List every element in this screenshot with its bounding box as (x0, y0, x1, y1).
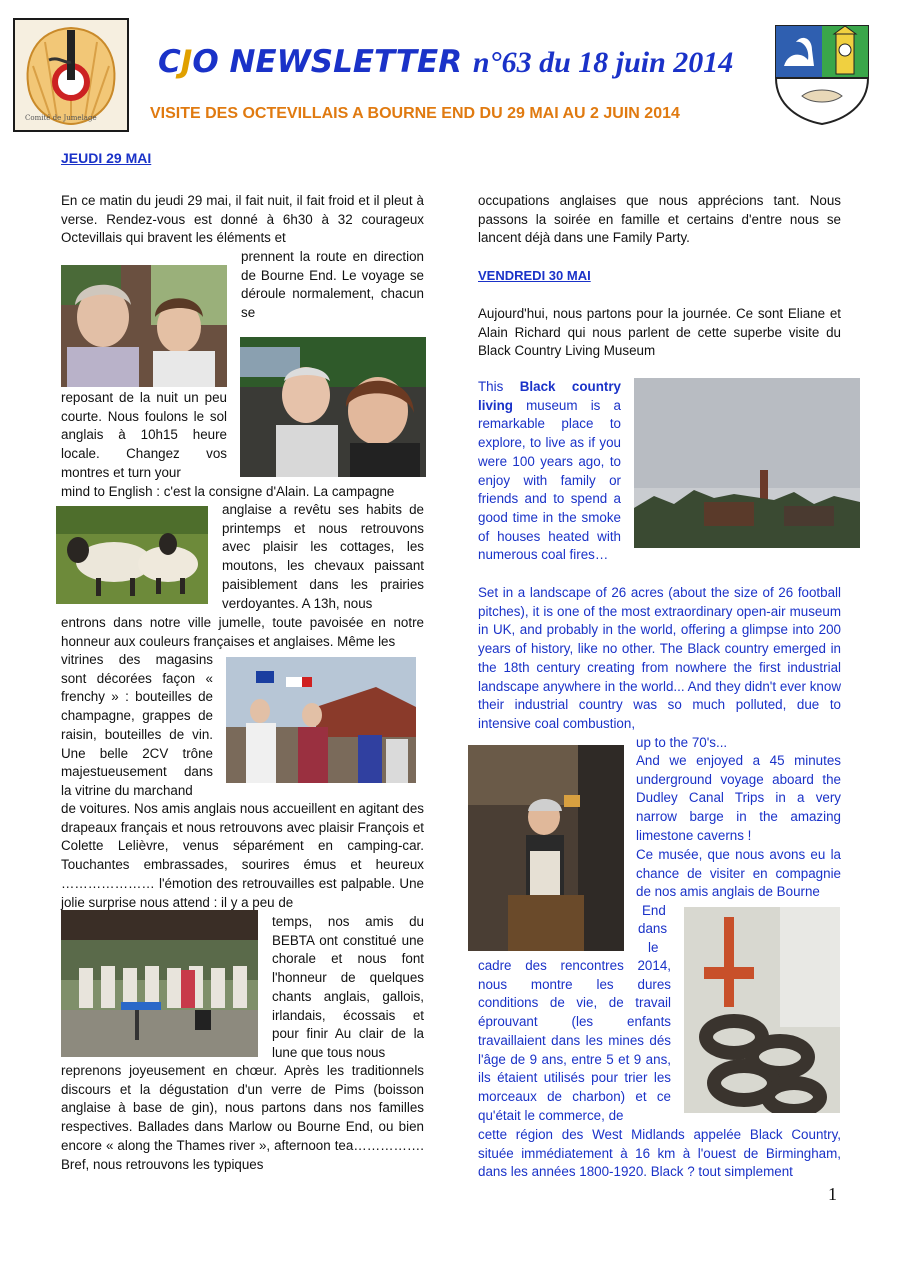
title-newsletter-word: NEWSLETTER (218, 44, 473, 80)
left-paragraph-1: En ce matin du jeudi 29 mai, il fait nuit, il fait froid et il pleut à verse. Rendez-vous est donné à 6h30 à 32 courageux Octevillais qui bravent les éléments et (61, 193, 424, 246)
club-logo-right (772, 22, 872, 126)
museum-up-to-70s: up to the 70's... (636, 735, 728, 750)
left-paragraph-6: entrons dans notre ville jumelle, toute pavoisée en notre honneur aux couleurs françaises et anglaises. Même les (61, 615, 424, 649)
swan-clocktower-crest-icon (772, 22, 872, 126)
left-paragraph-4: mind to English : c'est la consigne d'Alain. La campagne (61, 484, 395, 499)
left-paragraph-5: anglaise a revêtu ses habits de printemps et nous retrouvons avec plaisir les cottages, les moutons, les chevaux paissant paisiblement dans les prairies verdoyantes. A 13h, nous (222, 502, 424, 611)
club-logo-left (13, 18, 129, 132)
museum-intro-rest: museum is a remarkable place to explore, to live as if you were 100 years ago, to enjoy with family or friends and to spend a good time in the smoke of houses heated with numerous coal fires… (478, 397, 621, 563)
museum-visit-french: Ce musée, que nous avons eu la chance de visiter en compagnie de nos amis anglais de Bourne (636, 847, 841, 900)
photo-bus-passengers (61, 265, 227, 387)
photo-welcome-flags (226, 657, 416, 783)
museum-intro-english (478, 378, 621, 565)
word-le: le (648, 940, 659, 955)
museum-conditions-french: cadre des rencontres 2014, nous montre les dures conditions de vie, de travail éprouvant (les enfants travaillaient dans les mines dés l'âge de 9 ans, entre 5 et 9 ans, ils étaient utilisés pour trier les morceaux de charbon) et ce qu'était le commerce, de (478, 958, 671, 1123)
right-paragraph-2: Aujourd'hui, nous partons pour la journée. Ce sont Eliane et Alain Richard qui nous parlent de cette superbe visite du Black Country Living Museum (478, 306, 841, 359)
museum-canal-trip: And we enjoyed a 45 minutes underground voyage aboard the Dudley Canal Trips in a very narrow barge in the amazing limestone caverns ! (636, 753, 841, 843)
title-letter-c: C (158, 44, 181, 80)
newsletter-title (158, 44, 758, 80)
left-paragraph-8: de voitures. Nos amis anglais nous accueillent en agitant des drapeaux français et nous retrouvons avec plaisir François et Colette Lelièvre, venus séparément en camping-car. Touchantes embrassades, sourires émus et heureux ………………… l'émotion des retrouvailles est palpable. Une jolie surprise nous attend : il y a peu de (61, 801, 424, 910)
photo-choir (61, 910, 258, 1057)
jumelage-seal-icon (15, 20, 127, 130)
photo-anchor-chain (684, 907, 840, 1113)
photo-craftsman (468, 745, 624, 951)
left-paragraph-10: reprenons joyeusement en chœur. Après les traditionnels discours et la dégustation d'un verre de Pims (boisson anglaise à base de gin), nous partons dans nos familles respectives. Ballades dans Marlow ou Bourne End, ou bien encore « along the Thames river », afternoon tea……………. Bref, nous retrouvons les typiques (61, 1063, 424, 1172)
photo-museum-chimney (634, 378, 860, 548)
museum-name-bold: Black country living (478, 379, 621, 413)
word-end: End (642, 903, 666, 918)
left-paragraph-2: prennent la route en direction de Bourne End. Le voyage se déroule normalement, chacun se (241, 249, 424, 321)
issue-number-date: n°63 du 18 juin 2014 (472, 46, 734, 79)
page-number: 1 (828, 1184, 837, 1204)
word-dans: dans (638, 921, 668, 936)
left-paragraph-7: vitrines des magasins sont décorées façon « frenchy » : bouteilles de champagne, grappes de raisin, bouteilles de vin. Une belle 2CV trône majestueusement dans la vitrine du marchand (61, 652, 213, 798)
title-letter-o: O (192, 44, 219, 80)
right-paragraph-1: occupations anglaises que nous apprécions tant. Nous passons la soirée en famille et certains d'entre nous se lancent déjà dans une Family Party. (478, 193, 841, 246)
photo-bus-couple (240, 337, 426, 477)
title-letter-j: J (180, 44, 193, 80)
museum-region-french: cette région des West Midlands appelée Black Country, située immédiatement à 16 km à l'ouest de Birmingham, dans les années 1800-1920. Black ? tout simplement (478, 1127, 841, 1180)
museum-history-english: Set in a landscape of 26 acres (about the size of 26 football pitches), it is one of the most extraordinary open-air museum in UK, and probably in the world, offering a glimpse into 200 years of history, like no other. The Black country emerged in the 18th century creating from nowhere the first industrial landscape anywhere in the world... And they didn't ever know their industrial country was so much polluted, due to intensive coal combustion, (478, 585, 841, 731)
svg-text:Comité de Jumelage: Comité de Jumelage (25, 114, 97, 122)
left-paragraph-9: temps, nos amis du BEBTA ont constitué une chorale et nous font l'honneur de quelques chants anglais, gallois, irlandais, écossais et pour finir Au clair de la lune que tous nous (272, 914, 424, 1060)
left-paragraph-3: reposant de la nuit un peu courte. Nous foulons le sol anglais à 10h15 heure locale. Changez vos montres et turn your (61, 390, 227, 480)
newsletter-subtitle: VISITE DES OCTEVILLAIS A BOURNE END DU 29 MAI AU 2 JUIN 2014 (150, 105, 680, 122)
heading-jeudi: JEUDI 29 MAI (61, 150, 152, 166)
heading-vendredi: VENDREDI 30 MAI (478, 268, 591, 283)
photo-sheep (56, 506, 208, 604)
museum-intro-this: This (478, 379, 520, 394)
